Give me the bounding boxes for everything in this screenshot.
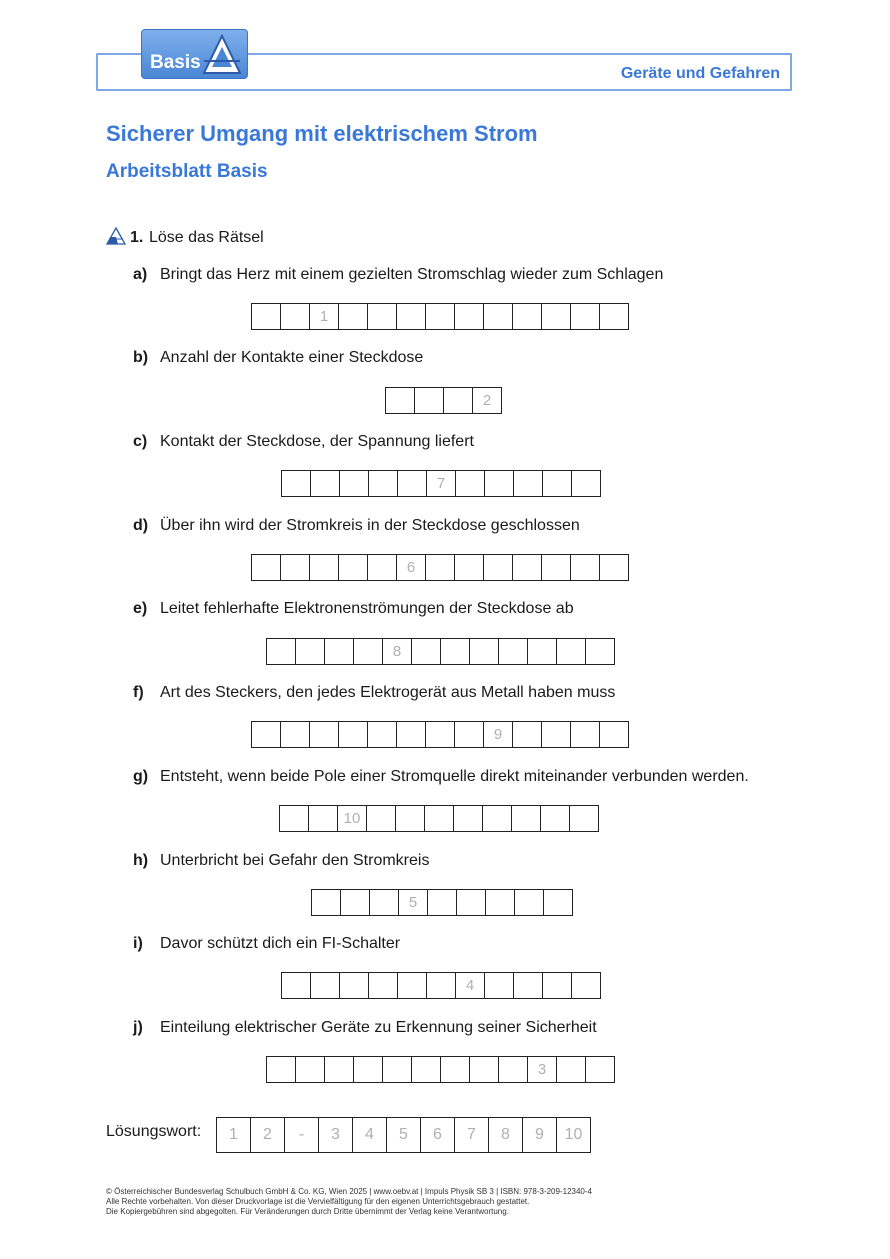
answer-cell[interactable] [397,470,427,497]
answer-cell[interactable] [397,972,427,999]
answer-cell[interactable] [353,638,383,665]
answer-cell[interactable] [414,387,444,414]
clue-j [133,1019,597,1037]
answer-cell[interactable] [281,972,311,999]
answer-cell[interactable] [483,303,513,330]
answer-cell[interactable] [513,470,543,497]
solution-cell[interactable]: 8 [488,1117,523,1153]
clue-text: Davor schützt dich ein FI-Schalter [160,935,401,952]
answer-cell[interactable] [543,889,573,916]
answer-cell[interactable] [483,554,513,581]
solution-cell[interactable]: - [284,1117,319,1153]
clue-label: b) [133,349,149,366]
clue-label: h) [133,852,149,869]
answer-cell[interactable]: 5 [398,889,428,916]
answer-cell[interactable] [599,554,629,581]
answer-cell[interactable] [571,470,601,497]
answer-cell[interactable] [585,1056,615,1083]
answer-cell[interactable] [540,805,570,832]
section-title: Geräte und Gefahren [620,65,780,82]
solution-cell[interactable]: 10 [556,1117,591,1153]
answer-grid-g [279,805,598,832]
answer-cell[interactable] [309,721,339,748]
solution-cell[interactable]: 1 [216,1117,251,1153]
solution-cell[interactable]: 2 [250,1117,285,1153]
level-triangle-icon [106,227,126,245]
answer-cell[interactable] [266,638,296,665]
clue-d [133,517,580,535]
answer-cell[interactable] [570,721,600,748]
footer-line-1: © Österreichischer Bundesverlag Schulbuch GmbH & Co. KG, Wien 2025 | www.oebv.at | Impuls Physik SB 3 | ISBN: 978-3-209-12340-4 [106,1187,592,1196]
answer-cell[interactable] [395,805,425,832]
clue-text: Leitet fehlerhafte Elektronenströmungen der Steckdose ab [160,600,574,617]
answer-cell[interactable] [339,972,369,999]
answer-cell[interactable] [266,1056,296,1083]
clue-label: j) [133,1019,143,1036]
answer-cell[interactable] [570,554,600,581]
clue-c [133,433,474,451]
answer-cell[interactable] [411,1056,441,1083]
task-instruction: Löse das Rätsel [149,229,264,246]
answer-cell[interactable] [556,638,586,665]
answer-cell[interactable] [324,1056,354,1083]
answer-grid-e [266,638,614,665]
answer-cell[interactable] [585,638,615,665]
answer-cell[interactable] [280,721,310,748]
answer-cell[interactable] [454,303,484,330]
page-subtitle: Arbeitsblatt Basis [106,161,268,182]
answer-cell[interactable] [498,638,528,665]
clue-text: Über ihn wird der Stromkreis in der Steckdose geschlossen [160,517,580,534]
answer-cell[interactable] [482,805,512,832]
basis-logo [141,29,248,79]
answer-cell[interactable] [454,721,484,748]
answer-cell[interactable] [469,1056,499,1083]
clue-text: Art des Steckers, den jedes Elektrogerät aus Metall haben muss [160,684,616,701]
clue-f [133,684,615,702]
answer-cell[interactable] [527,638,557,665]
answer-cell[interactable] [281,470,311,497]
answer-cell[interactable] [324,638,354,665]
answer-cell[interactable] [295,638,325,665]
solution-cell[interactable]: 6 [420,1117,455,1153]
answer-grid-c [281,470,600,497]
answer-cell[interactable] [513,972,543,999]
answer-cell[interactable] [385,387,415,414]
clue-text: Entsteht, wenn beide Pole einer Stromquelle direkt miteinander verbunden werden. [160,768,749,785]
answer-cell[interactable] [556,1056,586,1083]
answer-cell[interactable] [542,972,572,999]
solution-grid [216,1117,590,1153]
solution-cell[interactable]: 4 [352,1117,387,1153]
answer-cell[interactable] [514,889,544,916]
answer-cell[interactable] [311,889,341,916]
answer-cell[interactable] [541,554,571,581]
answer-cell[interactable] [382,1056,412,1083]
clue-a [133,266,663,284]
clue-i [133,935,400,953]
answer-cell[interactable] [425,554,455,581]
clue-e [133,600,574,618]
answer-cell[interactable] [338,303,368,330]
task-number: 1. [130,229,144,246]
answer-cell[interactable] [443,387,473,414]
footer-line-3: Die Kopiergebühren sind abgegolten. Für Veränderungen durch Dritte übernimmt der Verlag keine Verantwortung. [106,1207,509,1216]
logo-text: Basis [150,52,201,73]
answer-cell[interactable]: 1 [309,303,339,330]
clue-h [133,852,429,870]
answer-cell[interactable] [251,303,281,330]
solution-cell[interactable]: 5 [386,1117,421,1153]
answer-cell[interactable] [569,805,599,832]
answer-cell[interactable]: 2 [472,387,502,414]
answer-grid-b [385,387,501,414]
answer-cell[interactable] [541,721,571,748]
answer-cell[interactable] [368,972,398,999]
answer-cell[interactable] [571,972,601,999]
answer-cell[interactable] [455,470,485,497]
answer-cell[interactable]: 9 [483,721,513,748]
clue-g [133,768,749,786]
answer-cell[interactable]: 3 [527,1056,557,1083]
clue-text: Kontakt der Steckdose, der Spannung liefert [160,433,474,450]
answer-cell[interactable] [310,470,340,497]
answer-cell[interactable] [484,972,514,999]
answer-grid-f [251,721,628,748]
answer-cell[interactable] [512,303,542,330]
footer [106,1187,592,1217]
answer-cell[interactable] [427,889,457,916]
answer-cell[interactable] [541,303,571,330]
answer-cell[interactable]: 10 [337,805,367,832]
answer-grid-i [281,972,600,999]
answer-cell[interactable] [396,303,426,330]
triangle-logo-icon [201,33,243,75]
clue-label: e) [133,600,148,617]
answer-cell[interactable] [425,721,455,748]
footer-line-2: Alle Rechte vorbehalten. Von dieser Druckvorlage ist die Vervielfältigung für den eigenen Unterrichtsgebrauch gestattet. [106,1197,530,1206]
answer-cell[interactable] [469,638,499,665]
answer-cell[interactable] [309,554,339,581]
answer-cell[interactable] [338,554,368,581]
answer-cell[interactable] [251,721,281,748]
answer-cell[interactable] [511,805,541,832]
answer-cell[interactable] [353,1056,383,1083]
solution-cell[interactable]: 7 [454,1117,489,1153]
answer-cell[interactable] [280,303,310,330]
answer-cell[interactable] [367,554,397,581]
answer-cell[interactable] [484,470,514,497]
answer-cell[interactable] [599,721,629,748]
answer-cell[interactable] [279,805,309,832]
answer-cell[interactable] [599,303,629,330]
answer-cell[interactable] [498,1056,528,1083]
answer-cell[interactable] [424,805,454,832]
clue-b [133,349,423,367]
page-title: Sicherer Umgang mit elektrischem Strom [106,121,538,146]
clue-text: Bringt das Herz mit einem gezielten Stromschlag wieder zum Schlagen [160,266,664,283]
clue-label: g) [133,768,149,785]
answer-cell[interactable]: 8 [382,638,412,665]
answer-cell[interactable] [570,303,600,330]
solution-cell[interactable]: 3 [318,1117,353,1153]
answer-cell[interactable] [338,721,368,748]
clue-text: Unterbricht bei Gefahr den Stromkreis [160,852,430,869]
answer-cell[interactable] [396,721,426,748]
answer-cell[interactable] [425,303,455,330]
clue-text: Einteilung elektrischer Geräte zu Erkennung seiner Sicherheit [160,1019,597,1036]
answer-grid-j [266,1056,614,1083]
answer-cell[interactable] [366,805,396,832]
answer-grid-d [251,554,628,581]
answer-cell[interactable] [440,1056,470,1083]
solution-label: Lösungswort: [106,1123,202,1140]
clue-text: Anzahl der Kontakte einer Steckdose [160,349,424,366]
clue-label: c) [133,433,148,450]
answer-cell[interactable] [251,554,281,581]
answer-cell[interactable] [426,972,456,999]
clue-label: d) [133,517,149,534]
answer-cell[interactable] [454,554,484,581]
answer-cell[interactable] [295,1056,325,1083]
answer-cell[interactable] [310,972,340,999]
answer-cell[interactable] [340,889,370,916]
answer-cell[interactable] [308,805,338,832]
answer-cell[interactable] [512,721,542,748]
answer-cell[interactable] [367,303,397,330]
answer-cell[interactable] [280,554,310,581]
clue-label: f) [133,684,144,701]
answer-grid-a [251,303,628,330]
answer-cell[interactable] [485,889,515,916]
answer-cell[interactable]: 4 [455,972,485,999]
clue-label: i) [133,935,143,952]
solution-cell[interactable]: 9 [522,1117,557,1153]
answer-cell[interactable] [440,638,470,665]
clue-label: a) [133,266,148,283]
answer-cell[interactable]: 7 [426,470,456,497]
answer-cell[interactable] [512,554,542,581]
answer-cell[interactable] [367,721,397,748]
answer-grid-h [311,889,572,916]
answer-cell[interactable] [411,638,441,665]
answer-cell[interactable] [542,470,572,497]
answer-cell[interactable]: 6 [396,554,426,581]
answer-cell[interactable] [453,805,483,832]
answer-cell[interactable] [368,470,398,497]
answer-cell[interactable] [369,889,399,916]
answer-cell[interactable] [339,470,369,497]
answer-cell[interactable] [456,889,486,916]
